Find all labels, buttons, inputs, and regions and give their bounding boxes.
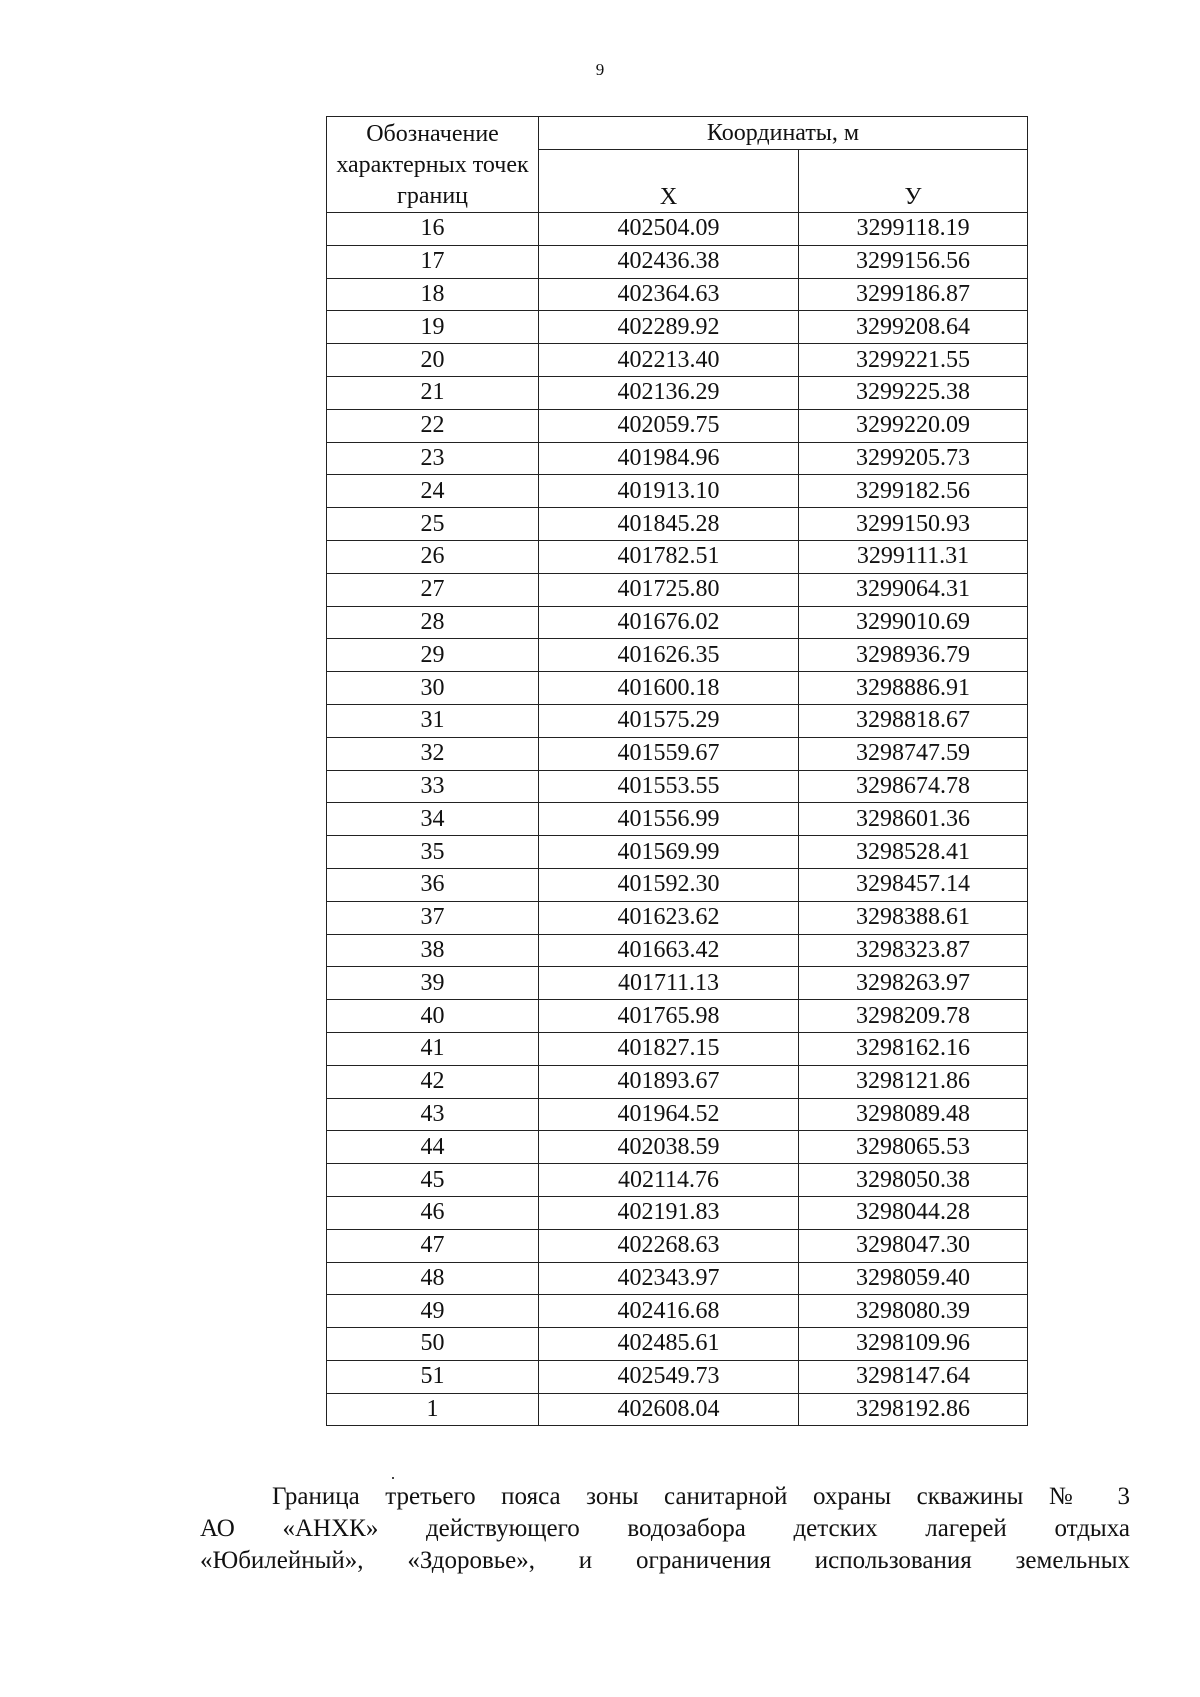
cell-y: 3298121.86 [799, 1065, 1028, 1098]
coordinates-table [326, 116, 1028, 1426]
cell-x: 401663.42 [539, 934, 799, 967]
table-row [327, 672, 1028, 705]
cell-x: 401676.02 [539, 606, 799, 639]
table-row [327, 1262, 1028, 1295]
cell-x: 401893.67 [539, 1065, 799, 1098]
table-row [327, 639, 1028, 672]
cell-y: 3298818.67 [799, 704, 1028, 737]
cell-y: 3298457.14 [799, 868, 1028, 901]
cell-point: 23 [327, 442, 539, 475]
cell-y: 3298162.16 [799, 1032, 1028, 1065]
table-row [327, 1229, 1028, 1262]
cell-point: 51 [327, 1360, 539, 1393]
cell-point: 1 [327, 1393, 539, 1426]
cell-x: 402268.63 [539, 1229, 799, 1262]
cell-x: 401765.98 [539, 1000, 799, 1033]
table-row [327, 934, 1028, 967]
cell-y: 3299225.38 [799, 376, 1028, 409]
cell-x: 402213.40 [539, 344, 799, 377]
cell-x: 401569.99 [539, 836, 799, 869]
table-row [327, 1032, 1028, 1065]
paragraph-line-2: АО «АНХК» действующего водозабора детских лагерей отдыха [200, 1515, 1130, 1542]
cell-point: 20 [327, 344, 539, 377]
cell-y: 3298674.78 [799, 770, 1028, 803]
cell-x: 401592.30 [539, 868, 799, 901]
paragraph-line-3: «Юбилейный», «Здоровье», и ограничения использования земельных [200, 1547, 1130, 1574]
cell-y: 3298886.91 [799, 672, 1028, 705]
cell-y: 3299221.55 [799, 344, 1028, 377]
cell-y: 3298263.97 [799, 967, 1028, 1000]
cell-y: 3299010.69 [799, 606, 1028, 639]
table-row [327, 311, 1028, 344]
table-row [327, 1098, 1028, 1131]
cell-point: 44 [327, 1131, 539, 1164]
cell-point: 48 [327, 1262, 539, 1295]
table-row [327, 409, 1028, 442]
cell-x: 402136.29 [539, 376, 799, 409]
cell-y: 3299156.56 [799, 245, 1028, 278]
cell-point: 34 [327, 803, 539, 836]
cell-x: 401623.62 [539, 901, 799, 934]
cell-point: 22 [327, 409, 539, 442]
table-row [327, 1131, 1028, 1164]
cell-point: 33 [327, 770, 539, 803]
cell-x: 401600.18 [539, 672, 799, 705]
cell-x: 401556.99 [539, 803, 799, 836]
cell-y: 3299186.87 [799, 278, 1028, 311]
cell-point: 32 [327, 737, 539, 770]
cell-point: 27 [327, 573, 539, 606]
table-row [327, 1164, 1028, 1197]
cell-point: 36 [327, 868, 539, 901]
cell-y: 3298601.36 [799, 803, 1028, 836]
cell-x: 402289.92 [539, 311, 799, 344]
cell-y: 3299205.73 [799, 442, 1028, 475]
cell-x: 401827.15 [539, 1032, 799, 1065]
cell-y: 3298044.28 [799, 1196, 1028, 1229]
table-body [327, 213, 1028, 1426]
cell-point: 47 [327, 1229, 539, 1262]
cell-point: 24 [327, 475, 539, 508]
cell-y: 3298089.48 [799, 1098, 1028, 1131]
cell-y: 3298059.40 [799, 1262, 1028, 1295]
cell-y: 3298147.64 [799, 1360, 1028, 1393]
table-row [327, 508, 1028, 541]
table-row [327, 278, 1028, 311]
cell-y: 3298192.86 [799, 1393, 1028, 1426]
table-header-row [327, 117, 1028, 150]
cell-y: 3298936.79 [799, 639, 1028, 672]
cell-x: 401553.55 [539, 770, 799, 803]
cell-y: 3298388.61 [799, 901, 1028, 934]
table-row [327, 1360, 1028, 1393]
page-number: 9 [595, 60, 605, 79]
table-row [327, 606, 1028, 639]
cell-x: 402485.61 [539, 1328, 799, 1361]
cell-point: 37 [327, 901, 539, 934]
table-row [327, 967, 1028, 1000]
header-x: Х [539, 150, 799, 213]
cell-y: 3298747.59 [799, 737, 1028, 770]
cell-x: 402191.83 [539, 1196, 799, 1229]
table-row [327, 770, 1028, 803]
table-row [327, 376, 1028, 409]
cell-x: 401575.29 [539, 704, 799, 737]
cell-x: 401711.13 [539, 967, 799, 1000]
cell-point: 43 [327, 1098, 539, 1131]
cell-point: 40 [327, 1000, 539, 1033]
table-row [327, 803, 1028, 836]
cell-x: 401626.35 [539, 639, 799, 672]
table-row [327, 1328, 1028, 1361]
cell-point: 21 [327, 376, 539, 409]
cell-point: 17 [327, 245, 539, 278]
cell-x: 401845.28 [539, 508, 799, 541]
cell-x: 402416.68 [539, 1295, 799, 1328]
cell-point: 29 [327, 639, 539, 672]
table-row [327, 1000, 1028, 1033]
cell-point: 38 [327, 934, 539, 967]
table-row [327, 475, 1028, 508]
cell-x: 401984.96 [539, 442, 799, 475]
cell-y: 3298047.30 [799, 1229, 1028, 1262]
paragraph-line-1: Граница третьего пояса зоны санитарной охраны скважины № 3 [272, 1483, 1130, 1510]
table-row [327, 573, 1028, 606]
cell-y: 3299118.19 [799, 213, 1028, 246]
cell-x: 402504.09 [539, 213, 799, 246]
cell-y: 3298209.78 [799, 1000, 1028, 1033]
cell-y: 3298323.87 [799, 934, 1028, 967]
table-row [327, 901, 1028, 934]
cell-point: 46 [327, 1196, 539, 1229]
table-row [327, 704, 1028, 737]
cell-point: 16 [327, 213, 539, 246]
cell-y: 3298080.39 [799, 1295, 1028, 1328]
cell-x: 402549.73 [539, 1360, 799, 1393]
cell-point: 18 [327, 278, 539, 311]
cell-point: 49 [327, 1295, 539, 1328]
table-row [327, 868, 1028, 901]
table-row [327, 1295, 1028, 1328]
header-y: У [799, 150, 1028, 213]
cell-y: 3298050.38 [799, 1164, 1028, 1197]
cell-y: 3299150.93 [799, 508, 1028, 541]
cell-point: 50 [327, 1328, 539, 1361]
table-row [327, 213, 1028, 246]
cell-x: 402038.59 [539, 1131, 799, 1164]
cell-x: 402343.97 [539, 1262, 799, 1295]
cell-point: 42 [327, 1065, 539, 1098]
cell-point: 39 [327, 967, 539, 1000]
cell-y: 3299064.31 [799, 573, 1028, 606]
table-row [327, 836, 1028, 869]
table-row [327, 1393, 1028, 1426]
header-designation: Обозначение характерных точек границ [327, 117, 539, 213]
header-coordinates: Координаты, м [539, 117, 1028, 150]
cell-x: 401559.67 [539, 737, 799, 770]
cell-point: 19 [327, 311, 539, 344]
table-row [327, 737, 1028, 770]
cell-x: 401782.51 [539, 540, 799, 573]
body-paragraph [200, 1481, 1130, 1577]
cell-y: 3299182.56 [799, 475, 1028, 508]
cell-y: 3298109.96 [799, 1328, 1028, 1361]
cell-point: 35 [327, 836, 539, 869]
cell-y: 3298528.41 [799, 836, 1028, 869]
cell-point: 41 [327, 1032, 539, 1065]
cell-x: 402608.04 [539, 1393, 799, 1426]
table-row [327, 1065, 1028, 1098]
cell-point: 45 [327, 1164, 539, 1197]
cell-point: 31 [327, 704, 539, 737]
cell-x: 402114.76 [539, 1164, 799, 1197]
cell-x: 402364.63 [539, 278, 799, 311]
cell-x: 401725.80 [539, 573, 799, 606]
cell-x: 402059.75 [539, 409, 799, 442]
cell-y: 3299220.09 [799, 409, 1028, 442]
cell-point: 25 [327, 508, 539, 541]
table-row [327, 1196, 1028, 1229]
cell-y: 3299208.64 [799, 311, 1028, 344]
table-row [327, 540, 1028, 573]
cell-x: 402436.38 [539, 245, 799, 278]
table-row [327, 344, 1028, 377]
cell-point: 28 [327, 606, 539, 639]
cell-y: 3298065.53 [799, 1131, 1028, 1164]
cell-point: 30 [327, 672, 539, 705]
cell-y: 3299111.31 [799, 540, 1028, 573]
cell-point: 26 [327, 540, 539, 573]
cell-x: 401964.52 [539, 1098, 799, 1131]
cell-x: 401913.10 [539, 475, 799, 508]
scan-speck [392, 1477, 394, 1479]
table-row [327, 245, 1028, 278]
table-row [327, 442, 1028, 475]
